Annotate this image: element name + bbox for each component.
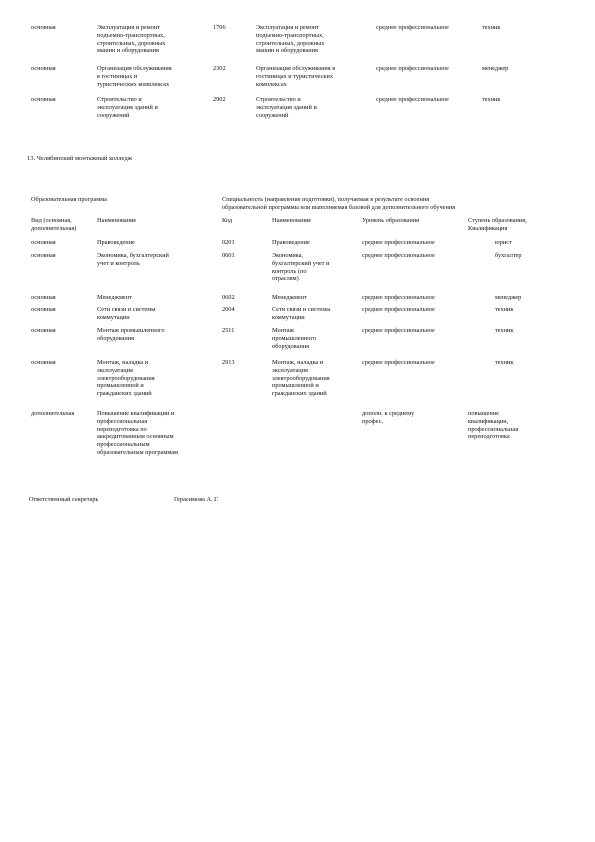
- table-row-4-level: среднее профессиональное: [362, 306, 435, 313]
- top-row-2-level: среднее профессиональное: [376, 65, 449, 72]
- table-row-1-qual: юрист: [495, 239, 512, 246]
- col-header-code: Код: [222, 217, 233, 224]
- table-row-7-level: дополн. к среднему профес.: [362, 410, 415, 425]
- top-row-2-spec: Организация обслуживания в гостиницах и туристических комплексах: [256, 65, 336, 88]
- top-row-3-qual: техник: [482, 96, 501, 103]
- table-row-7-vid: дополнительная: [31, 410, 75, 417]
- top-row-2-qual: менеджер: [482, 65, 509, 72]
- table-row-4-vid: основная: [31, 306, 56, 313]
- col-header-qual: Ступень образования, Квалификация: [468, 217, 527, 232]
- table-row-2-spec: Экономика, бухгалтерский учет и контроль (по отраслям): [272, 252, 330, 283]
- table-row-3-qual: менеджер: [495, 294, 522, 301]
- signatory-role: Ответственный секретарь: [29, 496, 99, 503]
- table-row-6-qual: техник: [495, 359, 514, 366]
- top-row-3-vid: основная: [31, 96, 56, 103]
- table-row-5-vid: основная: [31, 327, 56, 334]
- top-row-1-level: среднее профессиональное: [376, 24, 449, 31]
- table-row-5-spec: Монтаж промышленного оборудования: [272, 327, 317, 350]
- section-title: 13. Челябинский монтажный колледж: [27, 155, 133, 162]
- table-row-4-spec: Сети связи и системы коммутации: [272, 306, 331, 321]
- top-row-3-name: Строительство и эксплуатация зданий и сооружений: [97, 96, 158, 119]
- table-row-1-level: среднее профессиональное: [362, 239, 435, 246]
- top-row-3-code: 2902: [213, 96, 226, 103]
- col-header-spec: Наименование: [272, 217, 312, 224]
- table-row-3-vid: основная: [31, 294, 56, 301]
- table-row-6-code: 2913: [222, 359, 235, 366]
- table-row-4-name: Сети связи и системы коммутации: [97, 306, 156, 321]
- table-row-1-code: 0201: [222, 239, 235, 246]
- table-row-4-qual: техник: [495, 306, 514, 313]
- col-header-vid: Вид (основная, дополнительная): [31, 217, 77, 232]
- table-row-2-code: 0601: [222, 252, 235, 259]
- top-row-1-qual: техник: [482, 24, 501, 31]
- col-header-name: Наименование: [97, 217, 137, 224]
- top-row-2-name: Организация обслуживания в гостиницах и туристических комплексах: [97, 65, 172, 88]
- table-row-7-name: Повышение квалификации и профессиональная переподготовка по аккредитованным основным профессиональным образовательным программам: [97, 410, 179, 456]
- table-row-1-vid: основная: [31, 239, 56, 246]
- table-row-5-level: среднее профессиональное: [362, 327, 435, 334]
- group-header-right: Специальность (направление подготовки), получаемая в результате освоения образовательной программы или выполняемая базовой для дополнительного обучения: [222, 196, 456, 211]
- table-row-6-name: Монтаж, наладка и эксплуатация электрооборудования промышленной и гражданских зданий: [97, 359, 155, 398]
- top-row-2-vid: основная: [31, 65, 56, 72]
- table-row-5-code: 2511: [222, 327, 235, 334]
- table-row-2-qual: бухгалтер: [495, 252, 522, 259]
- col-header-level: Уровень образования: [362, 217, 419, 224]
- table-row-3-spec: Менеджмент: [272, 294, 307, 301]
- signatory-name: Герасимова А. Г.: [174, 496, 219, 503]
- table-row-1-name: Правоведение: [97, 239, 135, 246]
- table-row-3-level: среднее профессиональное: [362, 294, 435, 301]
- table-row-3-code: 0602: [222, 294, 235, 301]
- top-row-3-spec: Строительство и эксплуатация зданий и сооружений: [256, 96, 317, 119]
- table-row-1-spec: Правоведение: [272, 239, 310, 246]
- top-row-1-spec: Эксплуатация и ремонт подъемно-транспортных, строительных, дорожных машин и оборудования: [256, 24, 325, 55]
- table-row-2-level: среднее профессиональное: [362, 252, 435, 259]
- top-row-1-code: 1706: [213, 24, 226, 31]
- top-row-3-level: среднее профессиональное: [376, 96, 449, 103]
- table-row-2-vid: основная: [31, 252, 56, 259]
- top-row-1-name: Эксплуатация и ремонт подъемно-транспортных, строительных, дорожных машин и оборудования: [97, 24, 166, 55]
- group-header-left: Образовательная программа: [31, 196, 107, 203]
- table-row-6-vid: основная: [31, 359, 56, 366]
- table-row-5-qual: техник: [495, 327, 514, 334]
- table-row-7-qual: повышение квалификации, профессиональная переподготовка: [468, 410, 519, 441]
- table-row-6-spec: Монтаж, наладка и эксплуатация электрооборудования промышленной и гражданских зданий: [272, 359, 330, 398]
- table-row-4-code: 2004: [222, 306, 235, 313]
- table-row-3-name: Менеджмент: [97, 294, 132, 301]
- table-row-5-name: Монтаж промышленного оборудования: [97, 327, 165, 342]
- top-row-2-code: 2302: [213, 65, 226, 72]
- table-row-6-level: среднее профессиональное: [362, 359, 435, 366]
- table-row-2-name: Экономика, бухгалтерский учет и контроль: [97, 252, 169, 267]
- top-row-1-vid: основная: [31, 24, 56, 31]
